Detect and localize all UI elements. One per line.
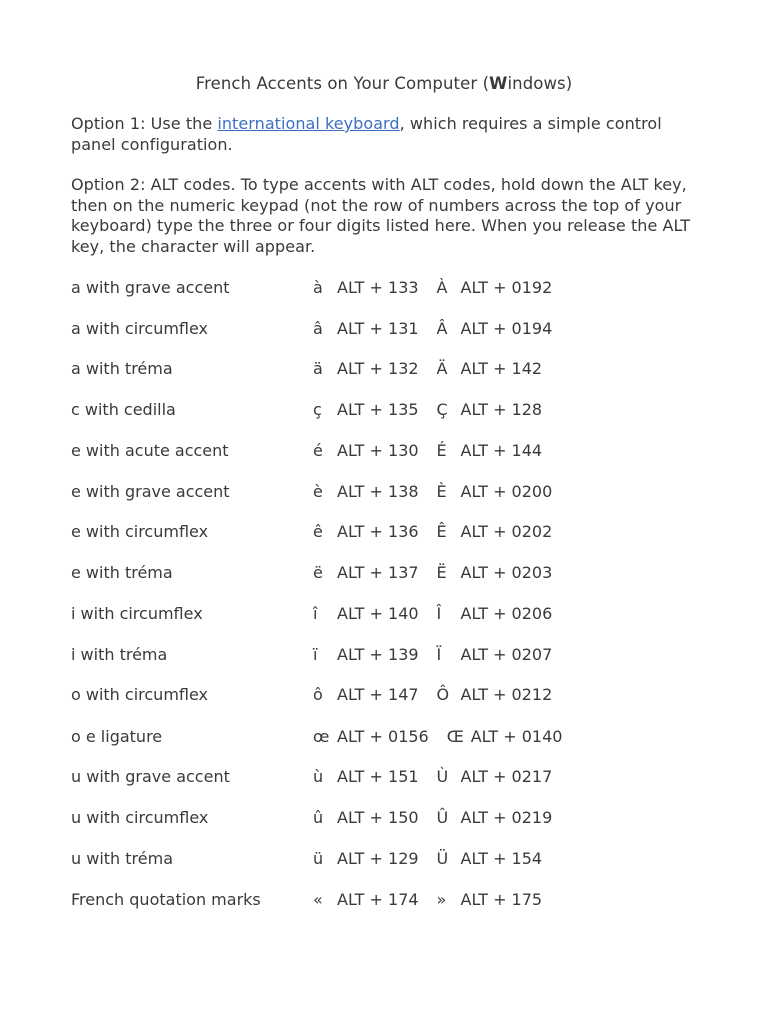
accent-label: e with grave accent [71, 482, 230, 501]
lowercase-character: î [313, 604, 318, 623]
accent-label: u with tréma [71, 849, 173, 868]
accent-codes [313, 766, 552, 788]
accent-codes [313, 440, 542, 462]
accent-codes [313, 684, 552, 706]
lowercase-character: à [313, 278, 323, 297]
document-title [0, 73, 768, 95]
lowercase-character: â [313, 319, 323, 338]
lowercase-character: œ [313, 727, 330, 746]
lowercase-character: é [313, 441, 323, 460]
lowercase-alt-code: ALT + 0156 [337, 727, 429, 746]
accent-label: c with cedilla [71, 400, 176, 419]
accent-label: a with circumflex [71, 319, 209, 338]
lowercase-character: ë [313, 563, 323, 582]
uppercase-alt-code: ALT + 154 [460, 849, 543, 868]
accent-codes [313, 889, 542, 911]
uppercase-alt-code: ALT + 142 [460, 359, 543, 378]
lowercase-alt-code: ALT + 174 [337, 890, 419, 909]
lowercase-character: « [313, 890, 323, 909]
option-2-paragraph: Option 2: ALT codes. To type accents with ALT codes, hold down the ALT key, then on the numeric keypad (not the row of numbers across the top of your keyboard) type the three or four digits listed here. When you release the ALT key, the character will appear. [71, 175, 691, 256]
accent-row [0, 848, 768, 870]
accent-row [0, 807, 768, 829]
lowercase-alt-code: ALT + 147 [337, 685, 419, 704]
lowercase-alt-code: ALT + 129 [337, 849, 419, 868]
lowercase-alt-code: ALT + 130 [337, 441, 419, 460]
accent-codes [313, 848, 542, 870]
accent-label: a with tréma [71, 359, 173, 378]
accent-row [0, 766, 768, 788]
accent-codes [313, 644, 552, 666]
lowercase-alt-code: ALT + 131 [337, 319, 419, 338]
accent-codes [313, 807, 552, 829]
title-bold-letter: W [489, 74, 508, 93]
accent-label: e with circumflex [71, 522, 209, 541]
accent-codes [313, 562, 552, 584]
title-prefix: French Accents on Your Computer ( [195, 74, 490, 93]
option-1-text-after: , which requires a simple control panel configuration. [71, 114, 662, 154]
lowercase-alt-code: ALT + 137 [337, 563, 419, 582]
lowercase-alt-code: ALT + 133 [337, 278, 419, 297]
uppercase-character: Ü [436, 849, 449, 868]
option-1-text-before: Option 1: Use the [71, 114, 218, 133]
uppercase-character: Ë [436, 563, 447, 582]
accent-codes [313, 603, 552, 625]
uppercase-character: Ä [436, 359, 448, 378]
uppercase-alt-code: ALT + 0200 [460, 482, 553, 501]
accent-row [0, 358, 768, 380]
lowercase-alt-code: ALT + 140 [337, 604, 419, 623]
uppercase-character: » [436, 890, 447, 909]
uppercase-character: Î [436, 604, 442, 623]
accent-row [0, 399, 768, 421]
accent-row [0, 440, 768, 462]
lowercase-alt-code: ALT + 150 [337, 808, 419, 827]
lowercase-character: ô [313, 685, 323, 704]
lowercase-alt-code: ALT + 151 [337, 767, 419, 786]
accent-label: e with acute accent [71, 441, 229, 460]
accent-codes [313, 521, 552, 543]
accent-codes [313, 277, 552, 299]
uppercase-alt-code: ALT + 0219 [460, 808, 553, 827]
lowercase-alt-code: ALT + 138 [337, 482, 419, 501]
accent-label: i with circumflex [71, 604, 203, 623]
accent-codes [313, 481, 552, 503]
accent-label: a with grave accent [71, 278, 230, 297]
accent-row [0, 318, 768, 340]
uppercase-character: À [436, 278, 448, 297]
accent-row [0, 481, 768, 503]
lowercase-alt-code: ALT + 135 [337, 400, 419, 419]
uppercase-alt-code: ALT + 0194 [460, 319, 553, 338]
lowercase-alt-code: ALT + 136 [337, 522, 419, 541]
accent-row [0, 603, 768, 625]
uppercase-alt-code: ALT + 0212 [460, 685, 553, 704]
uppercase-alt-code: ALT + 0202 [460, 522, 553, 541]
accent-codes [313, 318, 552, 340]
accent-codes [313, 399, 542, 421]
accent-row [0, 726, 768, 748]
lowercase-character: ù [313, 767, 324, 786]
accent-label: u with circumflex [71, 808, 209, 827]
lowercase-alt-code: ALT + 132 [337, 359, 419, 378]
uppercase-alt-code: ALT + 0192 [460, 278, 553, 297]
accent-label: u with grave accent [71, 767, 230, 786]
accent-row [0, 644, 768, 666]
accent-row [0, 889, 768, 911]
accent-label: i with tréma [71, 645, 168, 664]
accent-row [0, 562, 768, 584]
uppercase-alt-code: ALT + 128 [460, 400, 543, 419]
uppercase-character: Û [436, 808, 449, 827]
accent-row [0, 684, 768, 706]
accent-label: French quotation marks [71, 890, 261, 909]
uppercase-character: Ù [436, 767, 449, 786]
uppercase-character: Ô [436, 685, 450, 704]
uppercase-alt-code: ALT + 144 [460, 441, 543, 460]
title-suffix: indows) [507, 74, 573, 93]
lowercase-character: ê [313, 522, 323, 541]
lowercase-character: è [313, 482, 323, 501]
accent-row [0, 277, 768, 299]
uppercase-alt-code: ALT + 0206 [460, 604, 553, 623]
accent-label: o with circumflex [71, 685, 209, 704]
uppercase-character: È [436, 482, 447, 501]
uppercase-alt-code: ALT + 0217 [460, 767, 553, 786]
uppercase-alt-code: ALT + 0203 [460, 563, 553, 582]
uppercase-character: Ï [436, 645, 442, 664]
uppercase-character: Ç [436, 400, 448, 419]
international-keyboard-link[interactable]: international keyboard [217, 114, 400, 133]
uppercase-character: Â [436, 319, 448, 338]
lowercase-character: ï [313, 645, 318, 664]
accent-label: o e ligature [71, 727, 163, 746]
lowercase-character: û [313, 808, 324, 827]
uppercase-character: Œ [446, 727, 464, 746]
uppercase-alt-code: ALT + 175 [460, 890, 543, 909]
lowercase-alt-code: ALT + 139 [337, 645, 419, 664]
lowercase-character: ä [313, 359, 323, 378]
uppercase-alt-code: ALT + 0207 [460, 645, 553, 664]
lowercase-character: ç [313, 400, 322, 419]
accent-codes [313, 726, 562, 748]
accent-label: e with tréma [71, 563, 173, 582]
accent-row [0, 521, 768, 543]
accent-codes [313, 358, 542, 380]
lowercase-character: ü [313, 849, 324, 868]
uppercase-alt-code: ALT + 0140 [470, 727, 563, 746]
uppercase-character: Ê [436, 522, 447, 541]
option-1-paragraph [71, 114, 711, 155]
uppercase-character: É [436, 441, 447, 460]
